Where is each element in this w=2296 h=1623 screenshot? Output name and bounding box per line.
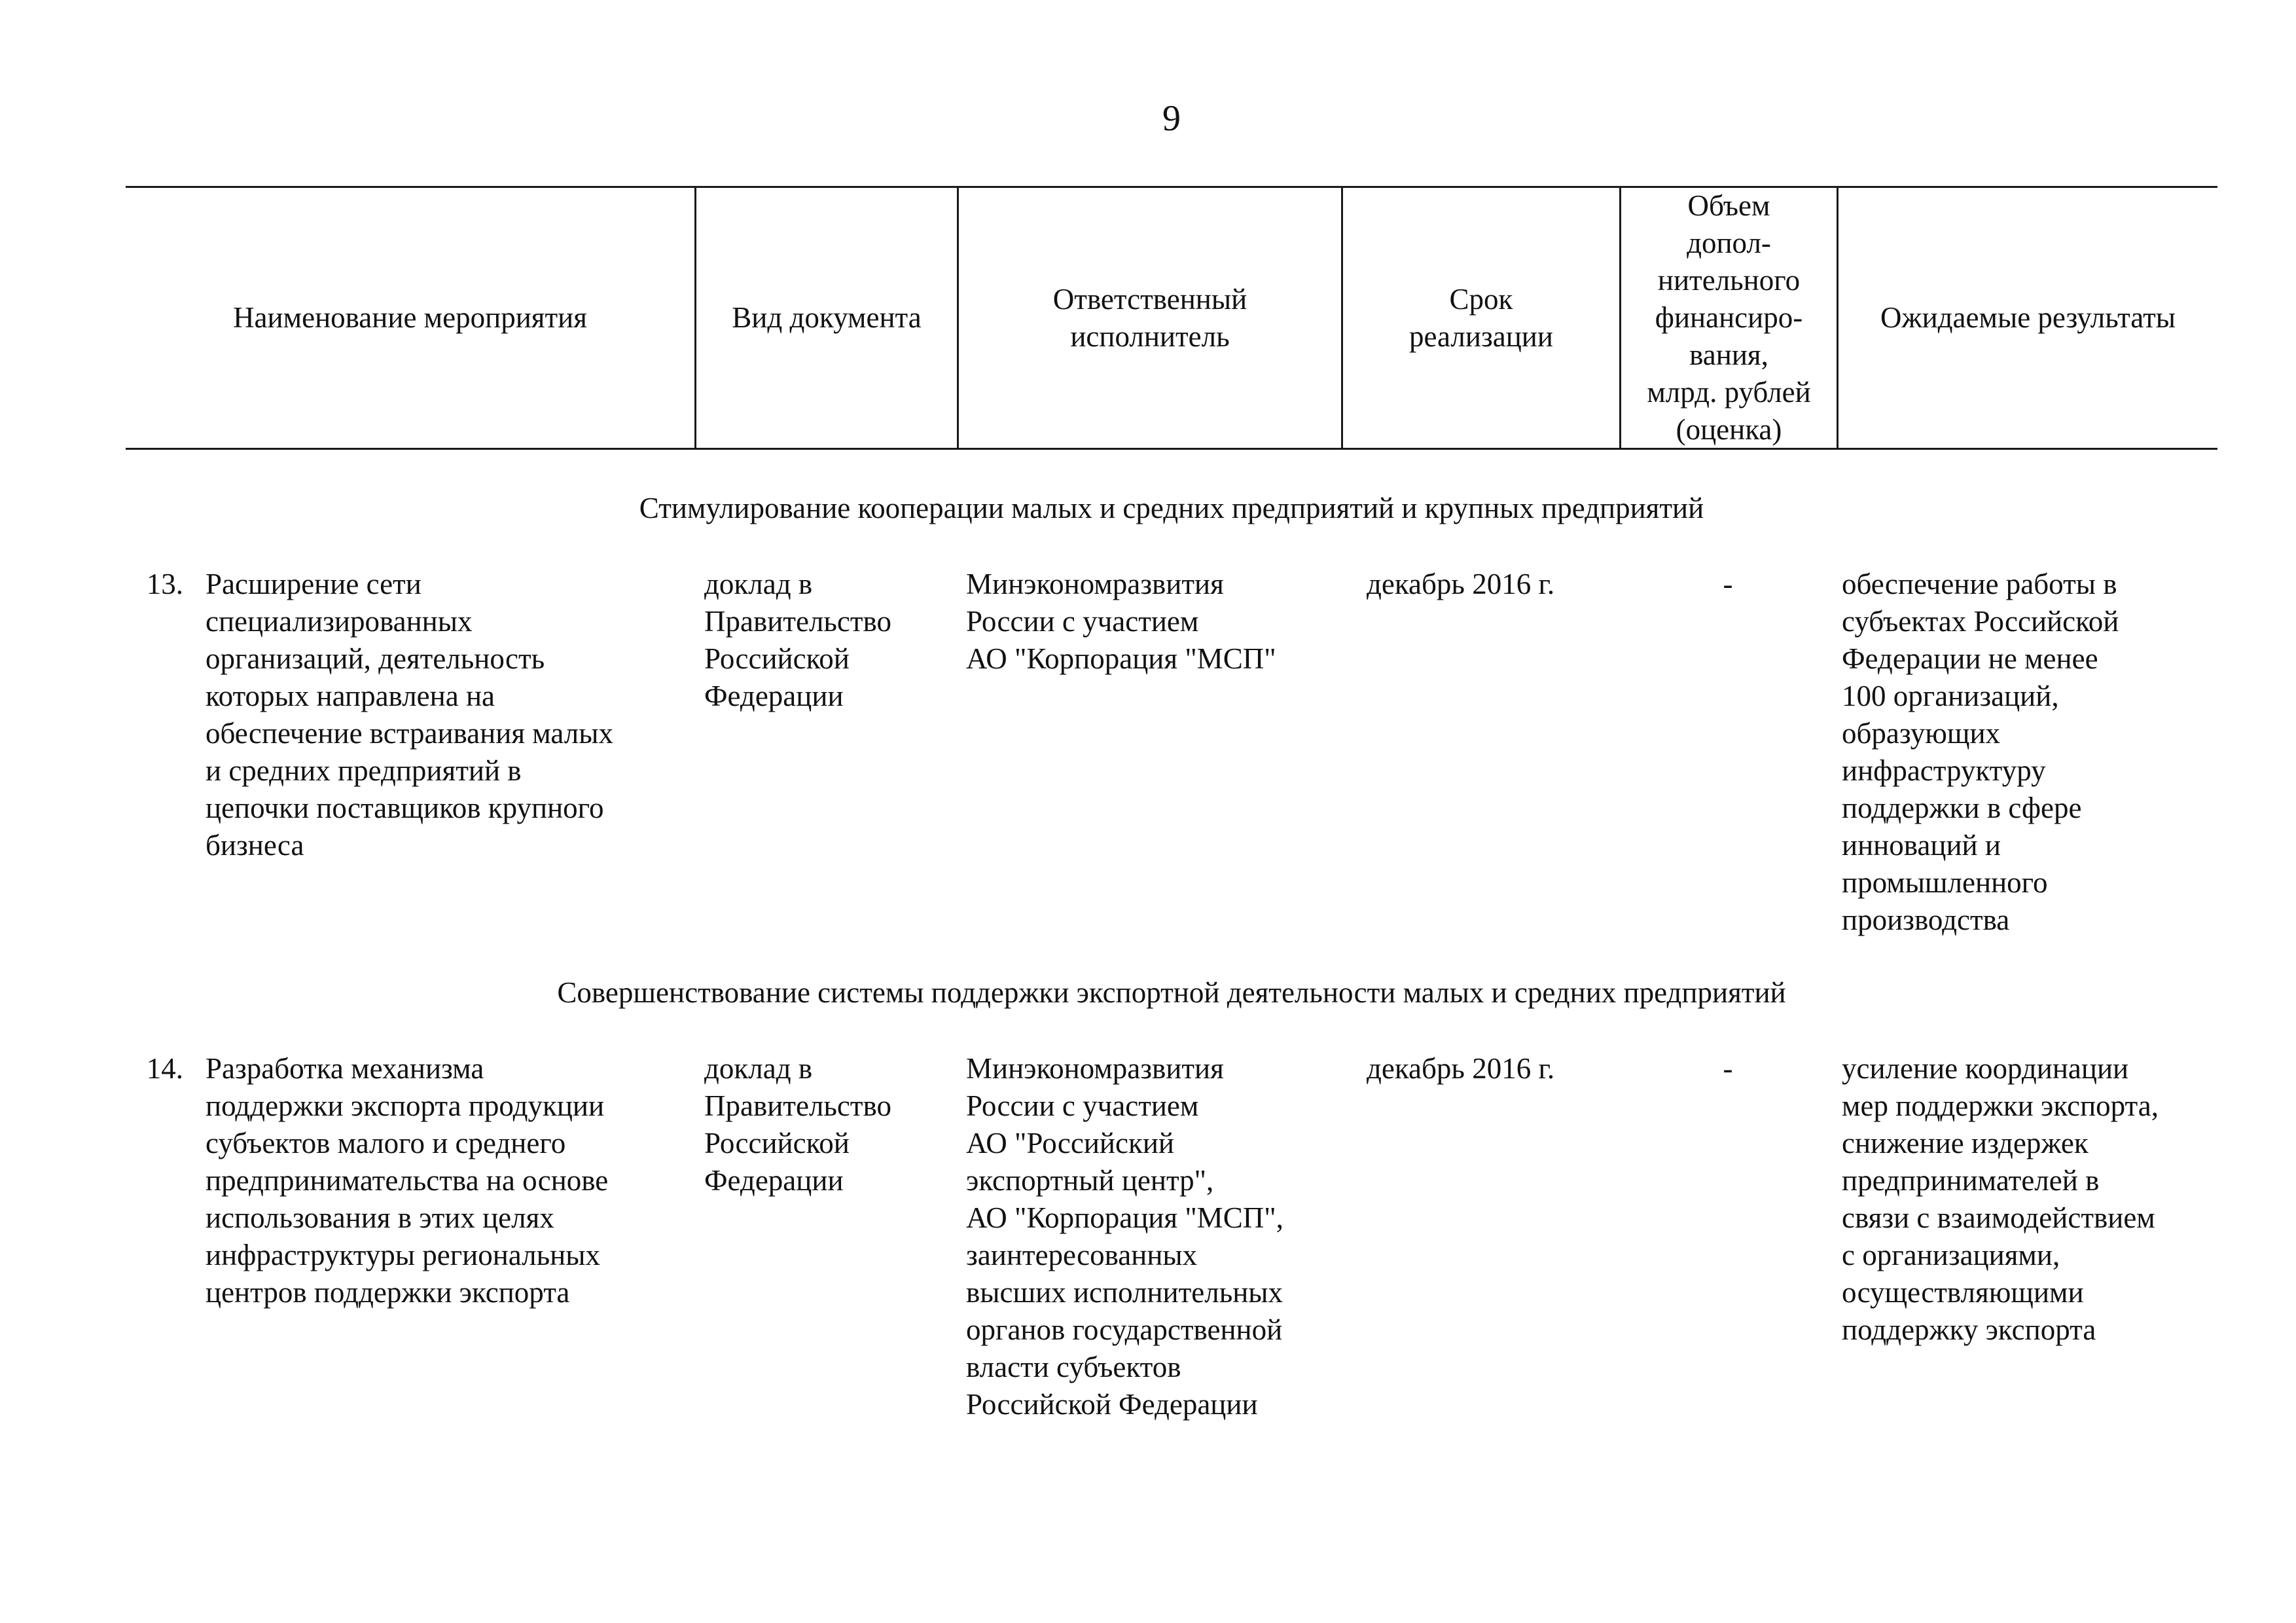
header-cell-doc [696,188,957,448]
header-cell-result [1839,188,2217,448]
section-title-export-support: Совершенствование системы поддержки экспортной деятельности малых и средних предприятий [557,976,1786,1009]
page-number: 9 [1162,98,1181,139]
header-label-doc: Вид документа [732,301,922,334]
row-14-financing: - [1723,1052,1733,1085]
header-label-resp: Ответственный исполнитель [1052,282,1247,353]
row-13-result: обеспечение работы в субъектах Российской Федерации не менее 100 организаций, образующих инфраструктуру поддержки в сфере инноваций и промышленного производства [1842,568,2119,936]
header-label-term: Срок реализации [1409,282,1553,353]
header-bottom-rule [126,448,2217,450]
header-cell-resp [959,188,1341,448]
row-14-responsible: Минэкономразвития России с участием АО "Российский экспортный центр", АО "Корпорация "МСП", заинтересованных высших исполнительных органов государственной власти субъектов Российской Федерации [966,1052,1283,1421]
row-14-term: декабрь 2016 г. [1367,1052,1555,1085]
header-label-name: Наименование мероприятия [233,301,587,334]
row-14-number: 14. [146,1052,183,1085]
header-label-result: Ожидаемые результаты [1880,301,2176,334]
row-13-document: доклад в Правительство Российской Федерации [704,568,891,712]
row-13-number: 13. [146,568,183,600]
row-13-term: декабрь 2016 г. [1367,568,1555,600]
section-title-cooperation: Стимулирование кооперации малых и средних предприятий и крупных предприятий [639,492,1704,524]
header-cell-name [126,188,694,448]
row-14-result: усиление координации мер поддержки экспорта, снижение издержек предпринимателей в связи с взаимодействием с организациями, осуществляющими поддержку экспорта [1842,1052,2159,1346]
row-14-document: доклад в Правительство Российской Федерации [704,1052,891,1197]
header-cell-term [1343,188,1619,448]
row-14-name: Разработка механизма поддержки экспорта продукции субъектов малого и среднего предпринимательства на основе использования в этих целях инфраструктуры региональных центров поддержки экспорта [206,1052,609,1309]
row-13-name: Расширение сети специализированных организаций, деятельность которых направлена на обеспечение встраивания малых и средних предприятий в цепочки поставщиков крупного бизнеса [206,568,613,862]
row-13-responsible: Минэкономразвития России с участием АО "Корпорация "МСП" [966,568,1276,675]
header-cell-fin [1621,188,1837,448]
row-13-financing: - [1723,568,1733,600]
header-label-fin: Объем допол- нительного финансиро- вания, млрд. рублей (оценка) [1647,189,1811,446]
